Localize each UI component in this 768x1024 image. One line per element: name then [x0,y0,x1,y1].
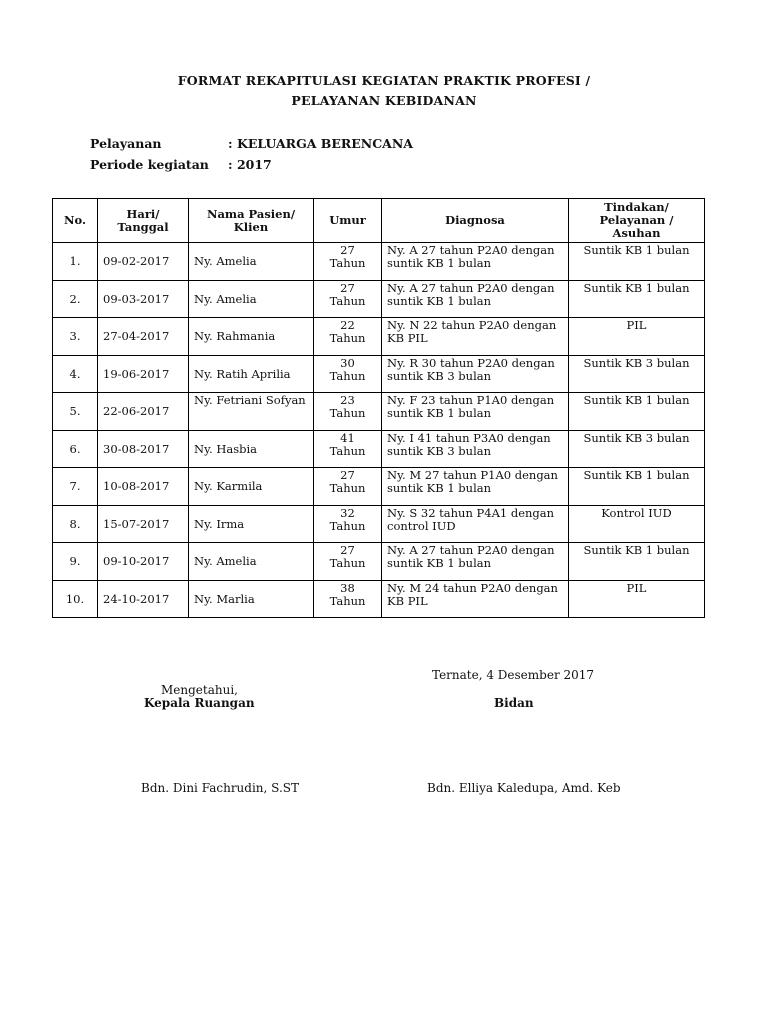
cell-no: 4. [53,355,98,393]
cell-nama: Ny. Marlia [189,580,314,618]
table-row [53,243,705,281]
cell-nama: Ny. Hasbia [189,430,314,468]
header-umur: Umur [314,199,382,243]
cell-umur [314,355,382,393]
cell-no: 1. [53,243,98,281]
cell-diagnosa: Ny. I 41 tahun P3A0 dengan suntik KB 3 bulan [382,430,569,468]
periode-value: : 2017 [228,157,272,172]
cell-diagnosa: Ny. N 22 tahun P2A0 dengan KB PIL [382,318,569,356]
periode-label: Periode kegiatan [90,157,209,172]
cell-nama: Ny. Irma [189,505,314,543]
cell-diagnosa: Ny. F 23 tahun P1A0 dengan suntik KB 1 bulan [382,393,569,431]
umur-unit: Tahun [329,406,366,420]
umur-unit: Tahun [329,481,366,495]
cell-no: 8. [53,505,98,543]
cell-tanggal: 09-10-2017 [98,543,189,581]
header-diagnosa: Diagnosa [382,199,569,243]
umur-unit: Tahun [329,443,366,458]
cell-tindakan: PIL [569,580,705,618]
pelayanan-value: : KELUARGA BERENCANA [228,136,413,151]
signature-right-title: Bidan [494,696,534,710]
cell-tanggal: 09-02-2017 [98,243,189,281]
table-row [53,318,705,356]
cell-umur [314,243,382,281]
umur-unit: Tahun [329,368,366,383]
cell-umur [314,543,382,581]
cell-tindakan: PIL [569,318,705,356]
umur-value: 23 [340,393,355,407]
cell-tanggal: 30-08-2017 [98,430,189,468]
signature-place-date: Ternate, 4 Desember 2017 [432,668,595,682]
cell-nama: Ny. Ratih Aprilia [189,355,314,393]
umur-value: 22 [340,318,355,332]
cell-umur [314,468,382,506]
table-row [53,430,705,468]
recap-table [52,198,705,618]
cell-umur [314,505,382,543]
cell-umur [314,393,382,431]
header-tindakan [569,199,705,243]
cell-tindakan: Suntik KB 1 bulan [569,543,705,581]
cell-umur [314,280,382,318]
header-tindakan-line3: Asuhan [612,226,661,240]
cell-no: 10. [53,580,98,618]
umur-value: 41 [340,430,355,445]
cell-tindakan: Suntik KB 1 bulan [569,243,705,281]
cell-tindakan: Kontrol IUD [569,505,705,543]
header-tanggal-line1: Hari/ [126,206,160,221]
table-row [53,580,705,618]
umur-unit: Tahun [329,593,366,608]
cell-nama: Ny. Amelia [189,280,314,318]
cell-nama: Ny. Karmila [189,468,314,506]
cell-diagnosa: Ny. A 27 tahun P2A0 dengan suntik KB 1 bulan [382,543,569,581]
cell-diagnosa: Ny. R 30 tahun P2A0 dengan suntik KB 3 bulan [382,355,569,393]
header-tindakan-line1: Tindakan/ [604,200,669,214]
cell-tindakan: Suntik KB 1 bulan [569,280,705,318]
umur-value: 27 [340,243,355,257]
signature-right-name: Bdn. Elliya Kaledupa, Amd. Keb [427,781,621,795]
cell-tanggal: 27-04-2017 [98,318,189,356]
document-title-line-1: FORMAT REKAPITULASI KEGIATAN PRAKTIK PROFESI / [177,73,591,88]
cell-diagnosa: Ny. M 24 tahun P2A0 dengan KB PIL [382,580,569,618]
umur-value: 30 [340,355,355,370]
cell-diagnosa: Ny. A 27 tahun P2A0 dengan suntik KB 1 bulan [382,243,569,281]
signature-left-name: Bdn. Dini Fachrudin, S.ST [141,781,299,795]
cell-tanggal: 24-10-2017 [98,580,189,618]
umur-value: 27 [340,468,355,482]
cell-tindakan: Suntik KB 1 bulan [569,393,705,431]
cell-tanggal: 10-08-2017 [98,468,189,506]
table-row [53,280,705,318]
umur-value: 27 [340,543,355,557]
table-row [53,355,705,393]
cell-tindakan: Suntik KB 1 bulan [569,468,705,506]
umur-unit: Tahun [329,518,366,533]
signature-left-intro: Mengetahui, [161,683,238,697]
cell-no: 5. [53,393,98,431]
cell-tanggal: 22-06-2017 [98,393,189,431]
header-tanggal [98,199,189,243]
cell-nama: Ny. Amelia [189,243,314,281]
cell-diagnosa: Ny. A 27 tahun P2A0 dengan suntik KB 1 bulan [382,280,569,318]
cell-diagnosa: Ny. S 32 tahun P4A1 dengan control IUD [382,505,569,543]
cell-umur [314,318,382,356]
header-tindakan-line2: Pelayanan / [599,213,674,227]
cell-tanggal: 19-06-2017 [98,355,189,393]
cell-nama: Ny. Fetriani Sofyan [189,393,314,431]
pelayanan-label: Pelayanan [90,136,162,151]
table-row [53,505,705,543]
cell-no: 9. [53,543,98,581]
document-title-line-2: PELAYANAN KEBIDANAN [291,93,477,108]
cell-no: 3. [53,318,98,356]
meta-pelayanan [90,136,413,151]
cell-diagnosa: Ny. M 27 tahun P1A0 dengan suntik KB 1 bulan [382,468,569,506]
cell-tindakan: Suntik KB 3 bulan [569,355,705,393]
header-nama-line1: Nama Pasien/ [206,206,296,221]
table-row [53,543,705,581]
umur-unit: Tahun [329,293,366,308]
table-body [53,243,705,618]
cell-no: 7. [53,468,98,506]
umur-unit: Tahun [329,556,366,570]
header-nama-line2: Klien [233,219,269,234]
cell-tanggal: 09-03-2017 [98,280,189,318]
cell-nama: Ny. Amelia [189,543,314,581]
signature-left-title: Kepala Ruangan [144,696,255,710]
umur-value: 38 [340,580,355,595]
cell-tindakan: Suntik KB 3 bulan [569,430,705,468]
meta-periode [90,157,272,172]
cell-nama: Ny. Rahmania [189,318,314,356]
table-header-row [53,199,705,243]
table-row [53,393,705,431]
cell-no: 2. [53,280,98,318]
umur-value: 27 [340,280,355,295]
umur-value: 32 [340,505,355,520]
umur-unit: Tahun [329,331,366,345]
cell-umur [314,430,382,468]
table-row [53,468,705,506]
header-no: No. [53,199,98,243]
cell-umur [314,580,382,618]
header-tanggal-line2: Tanggal [117,219,169,234]
umur-unit: Tahun [329,256,366,270]
cell-no: 6. [53,430,98,468]
header-nama [189,199,314,243]
cell-tanggal: 15-07-2017 [98,505,189,543]
